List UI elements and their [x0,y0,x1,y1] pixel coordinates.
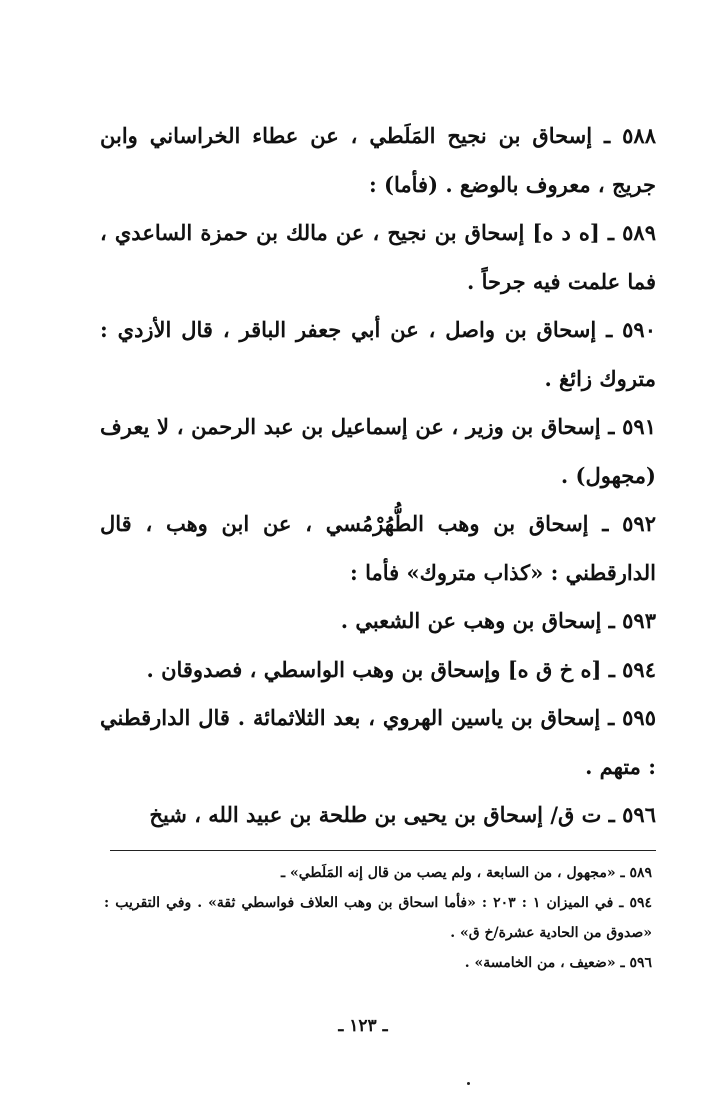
entry-592: ٥٩٢ ـ إسحاق بن وهب الطُّهُرْمُسي ، عن ابن وهب ، قال الدارقطني : «كذاب متروك» فأما : [100,511,656,585]
entry-591: ٥٩١ ـ إسحاق بن وزير ، عن إسماعيل بن عبد الرحمن ، لا يعرف (مجهول) . [100,414,656,488]
entry-595: ٥٩٥ ـ إسحاق بن ياسين الهروي ، بعد الثلاثمائة . قال الدارقطني : متهم . [100,705,656,779]
entry-589: ٥٨٩ ـ [ه د ه] إسحاق بن نجيح ، عن مالك بن حمزة الساعدي ، فما علمت فيه جرحاً . [100,220,656,294]
footnote-589: ٥٨٩ ـ «مجهول ، من السابعة ، ولم يصب من قال إنه المَلَطي» ـ [280,865,652,881]
entry-594: ٥٩٤ ـ [ه خ ق ه] وإسحاق بن وهب الواسطي ، فصدوقان . [146,656,656,682]
footnotes [104,858,652,978]
main-text [100,112,656,840]
scan-speck [467,1082,470,1085]
entry-590: ٥٩٠ ـ إسحاق بن واصل ، عن أبي جعفر الباقر ، قال الأزدي : متروك زائغ . [100,317,656,391]
entry-593: ٥٩٣ ـ إسحاق بن وهب عن الشعبي . [340,608,656,633]
footnote-596: ٥٩٦ ـ «ضعيف ، من الخامسة» . [464,955,652,971]
page-number: ـ ١٢٣ ـ [338,1016,388,1036]
footnote-594: ٥٩٤ ـ في الميزان ١ : ٢٠٣ : «فأما اسحاق بن وهب العلاف فواسطي ثقة» . وفي التقريب : «صدوق من الحادية عشرة/خ ق» . [104,895,653,941]
entry-588: ٥٨٨ ـ إسحاق بن نجيح المَلَطي ، عن عطاء الخراساني وابن جريج ، معروف بالوضع . (فأما) : [100,123,656,197]
footnote-divider [110,850,656,851]
entry-596: ٥٩٦ ـ ت ق/ إسحاق بن يحيى بن طلحة بن عبيد الله ، شيخ [149,802,656,827]
